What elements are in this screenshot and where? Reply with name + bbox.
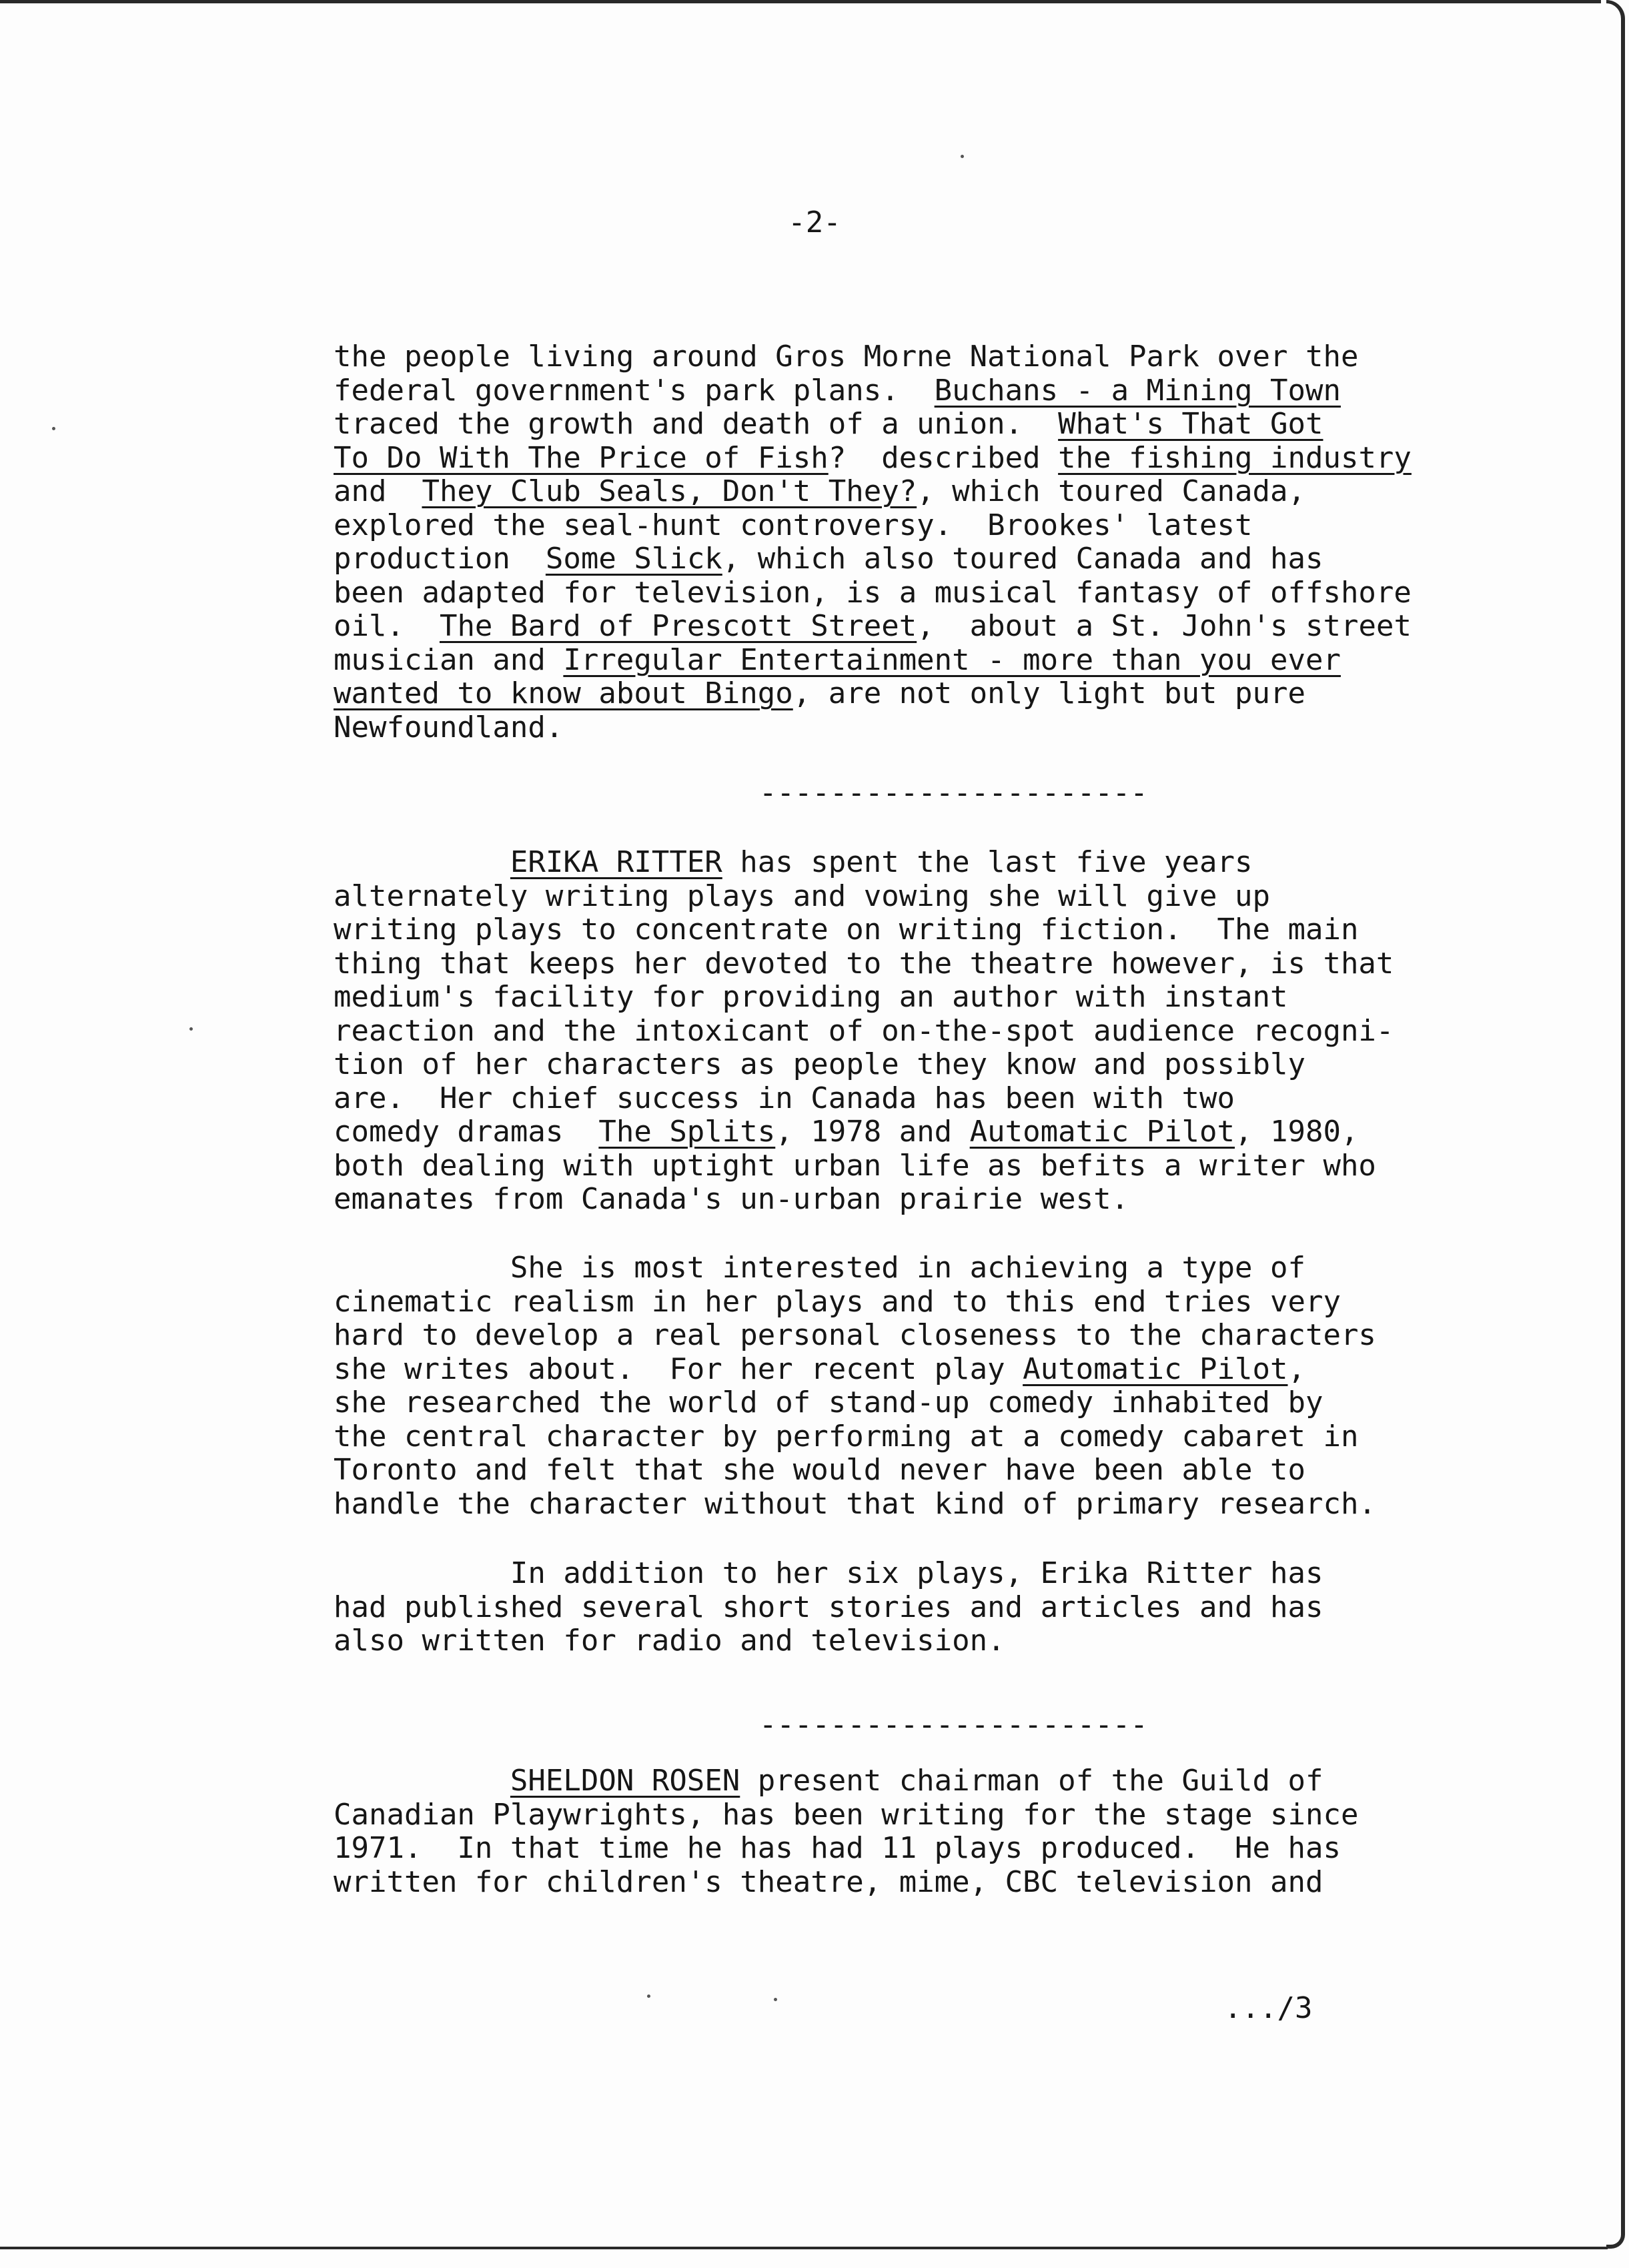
text-line: tion of her characters as people they know and possibly [334,1047,1305,1081]
text-line: Canadian Playwrights, has been writing for the stage since [334,1797,1359,1832]
text-line: handle the character without that kind of primary research. [334,1486,1376,1521]
text-line: explored the seal-hunt controversy. Brookes' latest [334,508,1253,542]
continued-page-ref: .../3 [1224,1991,1313,2025]
text-line: reaction and the intoxicant of on-the-spot audience recogni- [334,1013,1394,1048]
text-line: SHELDON ROSEN present chairman of the Guild of [510,1764,1323,1798]
underlined-title: Automatic Pilot [1023,1351,1288,1386]
text-line: alternately writing plays and vowing she will give up [334,879,1270,913]
paragraph-cinematic-realism [334,1251,1588,1521]
scan-speck [189,1027,193,1031]
scan-speck [961,155,964,158]
text-line: federal government's park plans. Buchans - a Mining Town [334,373,1341,408]
underlined-title: the fishing industry [1058,440,1412,475]
underlined-title: What's That Got [1058,407,1323,441]
text-line: and They Club Seals, Don't They?, which toured Canada, [334,474,1305,508]
page-number: -2- [788,205,841,239]
underlined-title: The Splits [598,1115,776,1149]
text-line: the central character by performing at a comedy cabaret in [334,1419,1359,1454]
text-line: In addition to her six plays, Erika Ritter has [334,1556,1323,1590]
page-edge-bottom [0,2247,1608,2249]
text-line: musician and Irregular Entertainment - more than you ever [334,642,1341,677]
section-divider: ---------------------- [759,776,1148,810]
page-edge-right [1606,0,1625,2249]
page-edge-top [0,0,1601,3]
paragraph-sheldon-rosen [334,1764,1588,1899]
text-line: writing plays to concentrate on writing fiction. The main [334,913,1359,947]
text-line: She is most interested in achieving a type of [334,1251,1305,1285]
text-line: cinematic realism in her plays and to this end tries very [334,1284,1341,1319]
underlined-title: Irregular Entertainment - more than you ever [563,642,1341,677]
scan-speck [647,1995,650,1998]
text-line: both dealing with uptight urban life as befits a writer who [334,1148,1376,1183]
text-line: are. Her chief success in Canada has been with two [334,1081,1235,1115]
scan-speck [774,1998,777,2001]
text-line: she researched the world of stand-up comedy inhabited by [334,1385,1323,1420]
underlined-title: Buchans - a Mining Town [934,373,1341,408]
text-line: she writes about. For her recent play Automatic Pilot, [334,1351,1305,1386]
text-line: ERIKA RITTER has spent the last five years [510,845,1253,879]
text-line: Newfoundland. [334,710,564,744]
underlined-title: They Club Seals, Don't They? [422,474,917,508]
text-line: thing that keeps her devoted to the theatre however, is that [334,946,1394,981]
text-line: production Some Slick, which also toured Canada and has [334,542,1323,576]
text-line: To Do With The Price of Fish? described the fishing industry [334,440,1412,475]
text-line: wanted to know about Bingo, are not only light but pure [334,676,1305,710]
text-line: Toronto and felt that she would never have been able to [334,1453,1305,1487]
text-line: written for children's theatre, mime, CBC television and [334,1864,1323,1899]
underlined-title: wanted to know about Bingo [334,676,793,710]
paragraph-six-plays [334,1557,1588,1658]
scan-speck [52,427,55,430]
underlined-title: Automatic Pilot [969,1115,1235,1149]
text-line: emanates from Canada's un-urban prairie west. [334,1182,1129,1216]
text-line: also written for radio and television. [334,1624,1005,1658]
underlined-title: SHELDON ROSEN [510,1764,740,1798]
text-line: medium's facility for providing an author with instant [334,980,1288,1014]
underlined-title: ERIKA RITTER [510,845,722,879]
underlined-title: The Bard of Prescott Street [439,609,917,643]
section-divider: ---------------------- [759,1708,1148,1742]
text-line: comedy dramas The Splits, 1978 and Automatic Pilot, 1980, [334,1115,1359,1149]
text-line: had published several short stories and articles and has [334,1590,1323,1624]
text-line: traced the growth and death of a union. What's That Got [334,407,1323,441]
paragraph-gros-morne [334,340,1588,744]
text-line: the people living around Gros Morne National Park over the [334,340,1359,374]
paragraph-erika-ritter-intro [334,846,1588,1217]
underlined-title: Some Slick [545,542,722,576]
text-line: oil. The Bard of Prescott Street, about a St. John's street [334,609,1412,643]
underlined-title: To Do With The Price of Fish [334,440,829,475]
text-line: 1971. In that time he has had 11 plays produced. He has [334,1831,1341,1865]
text-line: been adapted for television, is a musical fantasy of offshore [334,575,1412,610]
text-line: hard to develop a real personal closeness to the characters [334,1318,1376,1352]
